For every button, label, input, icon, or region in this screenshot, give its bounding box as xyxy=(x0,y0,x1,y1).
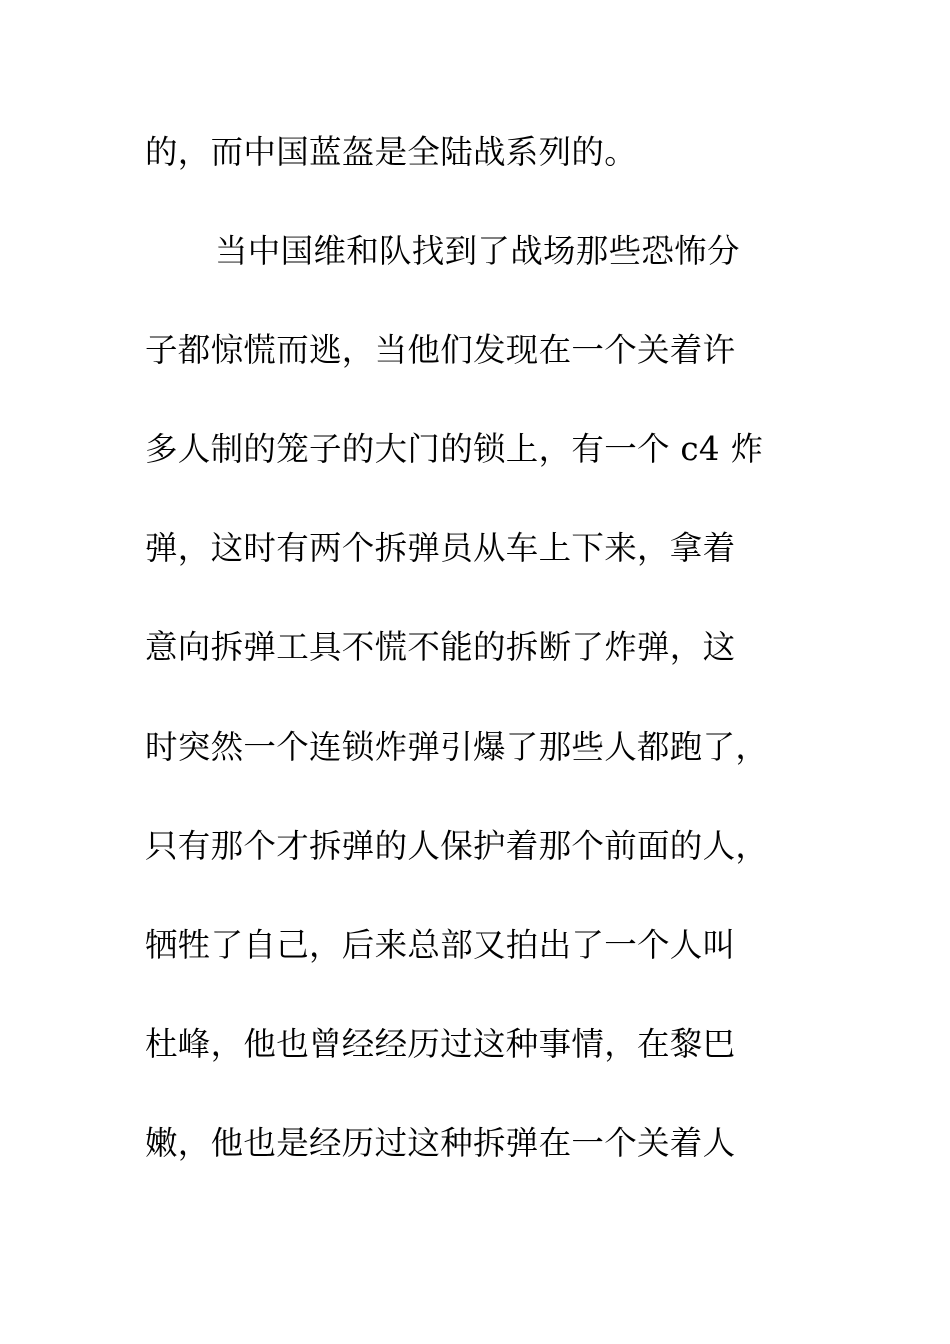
paragraph-first-line: 当中国维和队找到了战场那些恐怖分 xyxy=(215,232,740,271)
text-line: 嫩，他也是经历过这种拆弹在一个关着人 xyxy=(145,1123,736,1162)
text-line: 意向拆弹工具不慌不能的拆断了炸弹，这 xyxy=(145,628,736,667)
text-line: 只有那个才拆弹的人保护着那个前面的人， xyxy=(145,826,769,865)
text-line: 牺牲了自己，后来总部又拍出了一个人叫 xyxy=(145,925,736,964)
text-line: 的，而中国蓝盔是全陆战系列的。 xyxy=(145,133,638,171)
body-text xyxy=(145,123,805,1213)
text-line: 子都惊慌而逃，当他们发现在一个关着许 xyxy=(145,331,736,370)
text-line: 杜峰，他也曾经经历过这种事情，在黎巴 xyxy=(145,1024,736,1063)
text-line: 弹，这时有两个拆弹员从车上下来，拿着 xyxy=(145,529,736,568)
text-line: 多人制的笼子的大门的锁上，有一个 c4 炸 xyxy=(145,430,764,469)
text-line: 时突然一个连锁炸弹引爆了那些人都跑了， xyxy=(145,727,769,766)
